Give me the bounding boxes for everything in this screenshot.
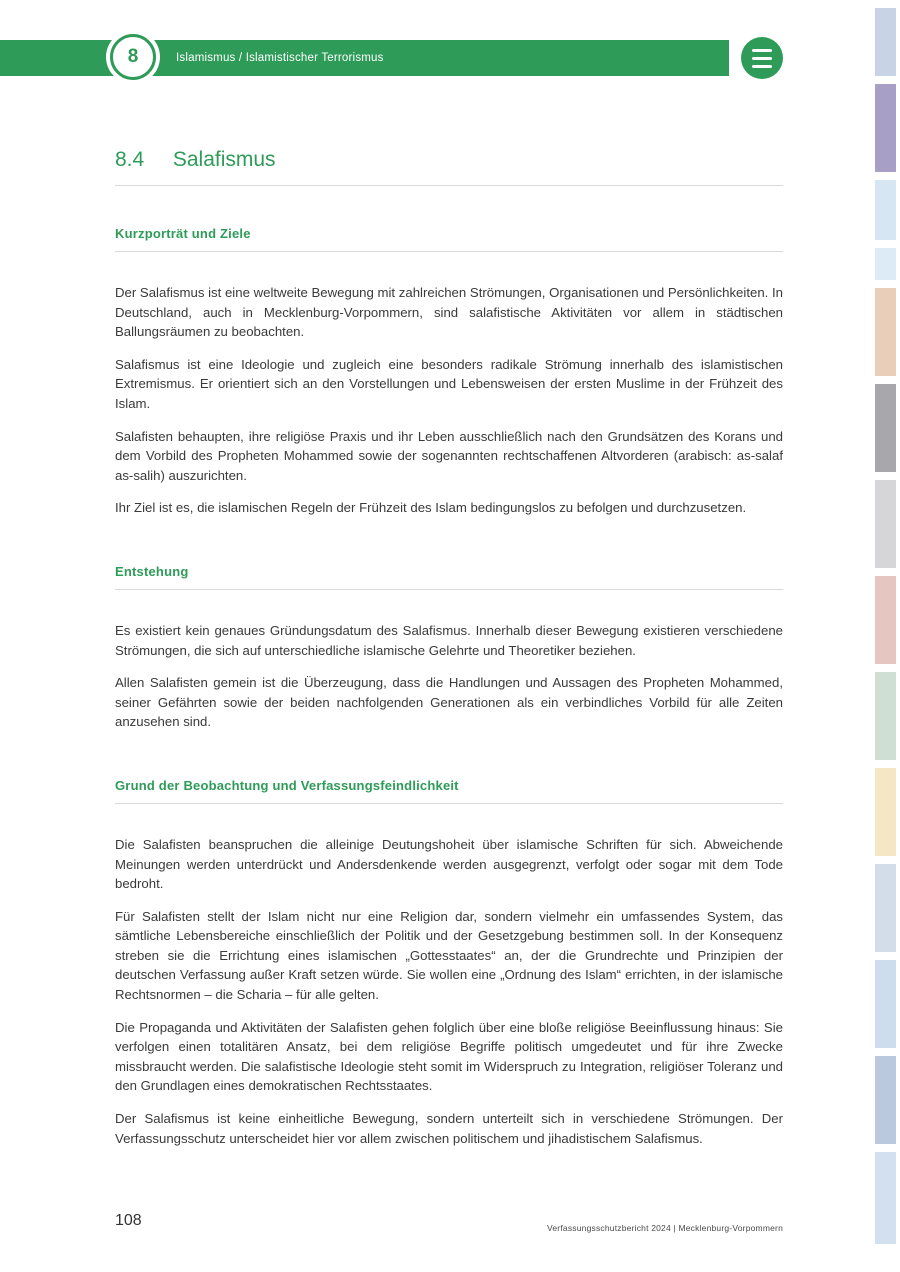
- divider: [115, 185, 783, 186]
- subsection-heading: Grund der Beobachtung und Verfassungsfeindlichkeit: [115, 777, 459, 793]
- section-heading: [115, 148, 783, 172]
- page-number: 108: [115, 1212, 142, 1229]
- divider: [115, 251, 783, 252]
- side-tab: [875, 1056, 896, 1144]
- paragraph: Die Salafisten beanspruchen die alleinige Deutungshoheit über islamische Schriften für sich. Abweichende Meinungen werden unterdrückt und Andersdenkende werden ausgegrenzt, verfolgt oder sogar mit dem Tode bedroht.: [115, 836, 783, 892]
- side-tab: [875, 180, 896, 240]
- section-number: 8.4: [115, 148, 145, 171]
- subsection-kurzportraet: [115, 226, 783, 518]
- subsection-entstehung: [115, 564, 783, 732]
- side-tab: [875, 1152, 896, 1244]
- side-tab: [875, 768, 896, 856]
- side-tab: [875, 248, 896, 280]
- page-content: [115, 148, 783, 1161]
- paragraph: Die Propaganda und Aktivitäten der Salafisten gehen folglich über eine bloße religiöse Beeinflussung hinaus: Sie verfolgen einen totalitären Ansatz, bei dem religiöse Begriffe politisch umgedeutet und für ihre Zwecke missbraucht werden. Die salafistische Ideologie steht somit im Widerspruch zu Integration, religiöser Toleranz und den Grundlagen eines demokratischen Rechtsstaates.: [115, 1019, 783, 1094]
- subsection-heading: Entstehung: [115, 563, 189, 579]
- chapter-number-badge: [110, 34, 156, 80]
- paragraph: Salafisten behaupten, ihre religiöse Praxis und ihr Leben ausschließlich nach den Grundsätzen des Korans und dem Vorbild des Propheten Mohammed sowie der sogenannten rechtschaffenen Altvorderen (arabisch: as-salaf as-salih) auszurichten.: [115, 428, 783, 483]
- side-tab: [875, 672, 896, 760]
- chapter-title: Islamismus / Islamistischer Terrorismus: [176, 52, 384, 64]
- paragraph: Allen Salafisten gemein ist die Überzeugung, dass die Handlungen und Aussagen des Propheten Mohammed, seiner Gefährten sowie der beiden nachfolgenden Generationen als ein verbindliches Vorbild für alle Zeiten anzusehen sind.: [115, 675, 783, 730]
- side-tab: [875, 384, 896, 472]
- paragraph: Für Salafisten stellt der Islam nicht nur eine Religion dar, sondern vielmehr ein umfassendes System, das sämtliche Lebensbereiche einschließlich der Politik und der Gesetzgebung bestimmen soll. In der Konsequenz streben sie die Errichtung eines islamischen „Gottesstaates“ an, der die Grundrechte und Prinzipien der deutschen Verfassung außer Kraft setzen würde. Sie wollen eine „Ordnung des Islam“ errichten, in der islamische Rechtsnormen – die Scharia – für alle gelten.: [115, 908, 783, 1003]
- paragraph: Salafismus ist eine Ideologie und zugleich eine besonders radikale Strömung innerhalb des islamistischen Extremismus. Er orientiert sich an den Vorstellungen und Lebensweisen der ersten Muslime in der Frühzeit des Islam.: [115, 356, 783, 411]
- divider: [115, 589, 783, 590]
- side-tab: [875, 960, 896, 1048]
- side-tab: [875, 288, 896, 376]
- divider: [115, 803, 783, 804]
- section-title: Salafismus: [172, 148, 276, 171]
- side-tab: [875, 480, 896, 568]
- side-tab: [875, 8, 896, 76]
- hamburger-icon: [752, 46, 772, 70]
- side-tab: [875, 84, 896, 172]
- subsection-heading: Kurzporträt und Ziele: [115, 226, 251, 241]
- paragraph: Ihr Ziel ist es, die islamischen Regeln der Frühzeit des Islam bedingungslos zu befolgen und durchzusetzen.: [115, 500, 747, 516]
- side-tab: [875, 864, 896, 952]
- paragraph: Der Salafismus ist eine weltweite Bewegung mit zahlreichen Strömungen, Organisationen und Persönlichkeiten. In Deutschland, auch in Mecklenburg-Vorpommern, sind salafistische Aktivitäten vor allem in städtischen Ballungsräumen zu beobachten.: [115, 285, 783, 340]
- footer-text: Verfassungsschutzbericht 2024 | Mecklenburg-Vorpommern: [546, 1223, 783, 1233]
- paragraph: Es existiert kein genaues Gründungsdatum des Salafismus. Innerhalb dieser Bewegung existieren verschiedene Strömungen, die sich auf unterschiedliche islamische Gelehrte und Theoretiker beziehen.: [115, 622, 783, 658]
- menu-button[interactable]: [741, 37, 783, 79]
- subsection-grund-der-beobachtung: [115, 778, 783, 1148]
- paragraph: Der Salafismus ist keine einheitliche Bewegung, sondern unterteilt sich in verschiedene Strömungen. Der Verfassungsschutz unterscheidet hier vor allem zwischen politischem und jihadistischem Salafismus.: [115, 1111, 783, 1146]
- chapter-number: 8: [127, 46, 139, 67]
- side-tab-strip: [875, 8, 896, 1244]
- side-tab: [875, 576, 896, 664]
